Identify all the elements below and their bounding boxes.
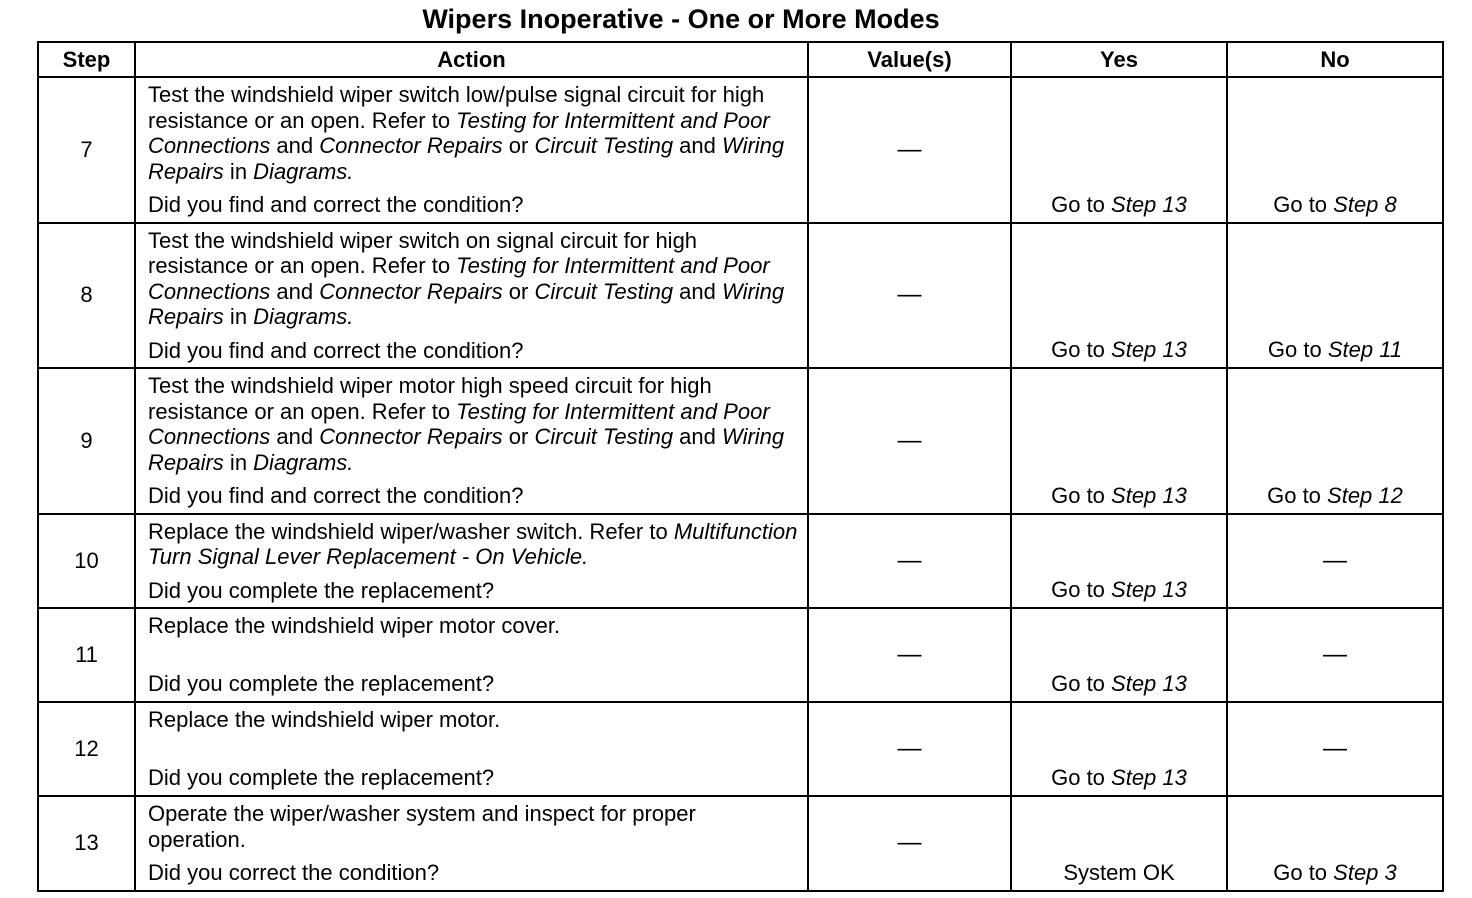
no-result — [1227, 796, 1443, 891]
action-text-run: Test the windshield wiper motor high speed circuit for high resistance or an open. Refer to — [148, 373, 712, 424]
action-text — [148, 82, 799, 184]
values-cell: — — [808, 77, 1011, 223]
action-text-run: in — [223, 304, 254, 329]
action-cell — [135, 514, 808, 609]
step-number: 7 — [38, 77, 135, 223]
goto-step-ref: Step 13 — [1111, 765, 1187, 790]
action-question: Did you complete the replacement? — [148, 670, 495, 696]
action-text — [148, 707, 799, 733]
step-number: 9 — [38, 368, 135, 514]
action-text-run: and — [673, 424, 722, 449]
action-text — [148, 801, 799, 852]
header-values: Value(s) — [808, 42, 1011, 77]
values-cell: — — [808, 368, 1011, 514]
yes-result — [1011, 514, 1227, 609]
no-result — [1227, 368, 1443, 514]
action-text-run: Test the windshield wiper switch low/pulse signal circuit for high resistance or an open. Refer to — [148, 82, 765, 133]
goto-step-ref: Step 11 — [1327, 337, 1403, 362]
goto-step-ref: Step 13 — [1111, 671, 1187, 696]
action-text-run: Operate the wiper/washer system and inspect for proper operation. — [148, 801, 696, 852]
goto-label: Go to — [1273, 859, 1334, 885]
action-cell — [135, 223, 808, 369]
action-text-run: and — [270, 133, 320, 158]
step-number: 11 — [38, 608, 135, 702]
reference-link-text: Connector Repairs — [319, 278, 503, 304]
goto-step-ref: Step 13 — [1111, 482, 1187, 508]
step-number: 13 — [38, 796, 135, 891]
goto-step-ref: Step 3 — [1333, 859, 1397, 885]
yes-result — [1011, 223, 1227, 369]
goto-label: Go to — [1051, 191, 1112, 217]
yes-result: System OK — [1011, 796, 1227, 891]
action-question: Did you find and correct the condition? — [148, 483, 524, 508]
action-text-run: and — [270, 278, 320, 304]
reference-link-text: Connector Repairs — [319, 133, 503, 158]
goto-label: Go to — [1267, 337, 1328, 362]
action-cell — [135, 702, 808, 796]
goto-label: Go to — [1051, 577, 1112, 602]
no-result — [1227, 223, 1443, 369]
action-text-run: or — [502, 278, 535, 304]
action-text-run: Replace the windshield wiper motor. — [148, 707, 501, 732]
goto-step-ref: Step 13 — [1111, 337, 1187, 362]
step-number: 10 — [38, 514, 135, 609]
step-number: 8 — [38, 223, 135, 369]
action-text-run: and — [270, 424, 320, 449]
page-title: Wipers Inoperative - One or More Modes — [422, 4, 940, 34]
action-text-run: in — [223, 158, 254, 184]
table-row — [38, 77, 1443, 223]
table-row — [38, 514, 1443, 609]
diagnostic-table — [37, 41, 1444, 892]
no-result — [1227, 77, 1443, 223]
header-yes: Yes — [1011, 42, 1227, 77]
no-result: — — [1227, 514, 1443, 609]
reference-link-text: Connector Repairs — [319, 424, 503, 449]
header-row — [38, 42, 1443, 77]
step-number: 12 — [38, 702, 135, 796]
action-text — [148, 613, 799, 639]
action-question: Did you complete the replacement? — [148, 577, 495, 603]
action-text — [148, 228, 799, 330]
action-text — [148, 519, 799, 570]
goto-label: Go to — [1273, 191, 1334, 217]
values-cell: — — [808, 514, 1011, 609]
yes-result — [1011, 608, 1227, 702]
values-cell: — — [808, 796, 1011, 891]
table-row — [38, 702, 1443, 796]
reference-link-text: Circuit Testing — [534, 278, 674, 304]
header-no: No — [1227, 42, 1443, 77]
reference-link-text: Wiring Repairs — [148, 133, 785, 184]
action-question: Did you complete the replacement? — [148, 764, 495, 790]
yes-result — [1011, 77, 1227, 223]
action-text-run: or — [502, 133, 535, 158]
goto-label: Go to — [1051, 482, 1112, 508]
yes-result — [1011, 368, 1227, 514]
action-question: Did you correct the condition? — [148, 860, 440, 885]
action-cell — [135, 608, 808, 702]
reference-link-text: Wiring Repairs — [148, 424, 785, 475]
action-text-run: or — [502, 424, 535, 449]
action-text-run: in — [223, 449, 254, 475]
goto-label: Go to — [1267, 482, 1328, 508]
action-text-run: Replace the windshield wiper motor cover. — [148, 613, 561, 638]
action-text-run: and — [673, 133, 722, 158]
goto-label: Go to — [1051, 671, 1112, 696]
values-cell: — — [808, 702, 1011, 796]
reference-link-text: Diagrams. — [253, 158, 354, 184]
no-result: — — [1227, 608, 1443, 702]
table-row — [38, 368, 1443, 514]
values-cell: — — [808, 608, 1011, 702]
reference-link-text: Diagrams. — [253, 304, 354, 329]
reference-link-text: Multifunction Turn Signal Lever Replacement - On Vehicle. — [148, 518, 798, 569]
goto-step-ref: Step 8 — [1333, 191, 1397, 217]
action-cell — [135, 77, 808, 223]
yes-result — [1011, 702, 1227, 796]
reference-link-text: Testing for Intermittent and Poor Connections — [148, 107, 770, 158]
goto-label: Go to — [1051, 337, 1112, 362]
values-cell: — — [808, 223, 1011, 369]
table-row — [38, 223, 1443, 369]
table-row — [38, 796, 1443, 891]
no-result: — — [1227, 702, 1443, 796]
goto-step-ref: Step 12 — [1327, 482, 1403, 508]
reference-link-text: Testing for Intermittent and Poor Connections — [148, 398, 770, 449]
reference-link-text: Circuit Testing — [534, 424, 674, 449]
reference-link-text: Wiring Repairs — [148, 278, 785, 329]
reference-link-text: Testing for Intermittent and Poor Connections — [148, 253, 770, 304]
reference-link-text: Diagrams. — [253, 449, 354, 475]
table-row — [38, 608, 1443, 702]
action-text-run: Test the windshield wiper switch on signal circuit for high resistance or an open. Refer to — [148, 227, 698, 278]
goto-label: Go to — [1051, 765, 1112, 790]
action-text — [148, 373, 799, 475]
action-cell — [135, 796, 808, 891]
action-text-run: Replace the windshield wiper/washer switch. Refer to — [148, 518, 674, 544]
reference-link-text: Circuit Testing — [534, 133, 674, 158]
action-question: Did you find and correct the condition? — [148, 337, 524, 363]
action-cell — [135, 368, 808, 514]
header-step: Step — [38, 42, 135, 77]
goto-step-ref: Step 13 — [1111, 191, 1187, 217]
header-action: Action — [135, 42, 808, 77]
goto-step-ref: Step 13 — [1111, 577, 1187, 602]
action-question: Did you find and correct the condition? — [148, 192, 524, 217]
action-text-run: and — [673, 278, 722, 304]
